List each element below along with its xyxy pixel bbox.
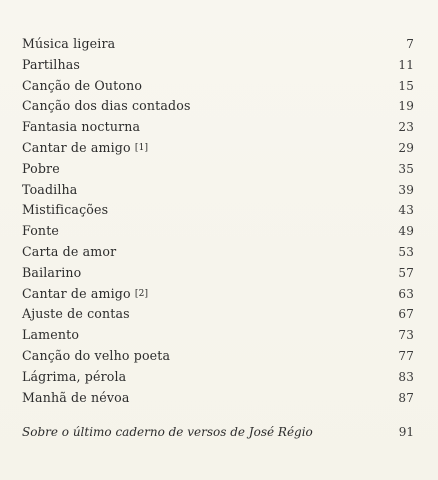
toc-entry-bailarino — [22, 263, 414, 284]
table-of-contents — [22, 34, 414, 408]
toc-entry-cancao-dos-dias-contados — [22, 96, 414, 117]
toc-entry-partilhas — [22, 55, 414, 76]
toc-entry-page: 43 — [398, 203, 414, 218]
toc-entry-page: 23 — [398, 120, 414, 135]
toc-entry-note: [2] — [134, 288, 149, 299]
toc-entry-title: Ajuste de contas — [22, 306, 130, 322]
toc-entry-page: 49 — [398, 224, 414, 239]
toc-appendix-entry — [22, 425, 414, 439]
toc-entry-title: Música ligeira — [22, 36, 116, 51]
toc-entry-lagrima-perola — [22, 367, 414, 388]
toc-entry-title: Canção de Outono — [22, 77, 143, 93]
toc-entry-page: 63 — [398, 286, 414, 301]
toc-entry-page: 19 — [398, 99, 414, 114]
toc-entry-page: 39 — [398, 182, 414, 197]
toc-entry-title: Fonte — [22, 223, 60, 239]
toc-entry-pobre — [22, 159, 414, 180]
toc-entry-title: Canção do velho poeta — [22, 347, 171, 363]
toc-entry-page: 35 — [398, 161, 414, 176]
toc-entry-title: Manhã de névoa — [22, 389, 130, 405]
toc-entry-manha-de-nevoa — [22, 388, 414, 409]
toc-entry-note: [1] — [134, 142, 149, 153]
toc-entry-title: Carta de amor — [22, 243, 117, 259]
toc-entry-page: 67 — [398, 307, 414, 322]
toc-entry-title: Canção dos dias contados — [22, 98, 191, 114]
toc-entry-page: 53 — [398, 244, 414, 259]
toc-entry-title: Partilhas — [22, 56, 80, 72]
toc-entry-ajuste-de-contas — [22, 304, 414, 325]
toc-entry-cantar-de-amigo-1 — [22, 138, 414, 159]
toc-entry-page: 11 — [398, 57, 414, 72]
toc-entry-carta-de-amor — [22, 242, 414, 263]
toc-entry-title-text: Cantar de amigo — [22, 139, 131, 155]
toc-entry-page: 73 — [398, 328, 414, 343]
toc-entry-page: 87 — [398, 390, 414, 405]
toc-entry-title: Toadilha — [22, 181, 78, 197]
toc-entry-page: 83 — [398, 369, 414, 384]
toc-entry-title — [22, 284, 148, 307]
toc-entry-cancao-de-outono — [22, 76, 414, 97]
toc-entry-fantasia-nocturna — [22, 117, 414, 138]
toc-entry-title-text: Cantar de amigo — [22, 285, 131, 301]
toc-entry-cantar-de-amigo-2 — [22, 284, 414, 305]
toc-entry-musica-ligeira — [22, 34, 414, 55]
toc-entry-page: 57 — [398, 265, 414, 280]
toc-entry-toadilha — [22, 180, 414, 201]
toc-entry-title: Mistificações — [22, 202, 109, 218]
toc-entry-title — [22, 138, 148, 161]
toc-entry-cancao-do-velho-poeta — [22, 346, 414, 367]
toc-entry-page: 29 — [398, 140, 414, 155]
toc-entry-title: Lágrima, pérola — [22, 368, 127, 384]
toc-entry-lamento — [22, 325, 414, 346]
toc-entry-fonte — [22, 221, 414, 242]
toc-entry-mistificacoes — [22, 200, 414, 221]
toc-entry-page: 77 — [398, 348, 414, 363]
toc-entry-page: 7 — [406, 37, 414, 51]
toc-entry-title: Lamento — [22, 327, 80, 343]
toc-entry-title: Pobre — [22, 160, 60, 176]
toc-appendix-page: 91 — [398, 425, 414, 439]
toc-appendix-title: Sobre o último caderno de versos de José Régio — [22, 425, 313, 439]
toc-entry-title: Bailarino — [22, 264, 82, 280]
toc-entry-title: Fantasia nocturna — [22, 119, 141, 135]
toc-entry-page: 15 — [398, 78, 414, 93]
